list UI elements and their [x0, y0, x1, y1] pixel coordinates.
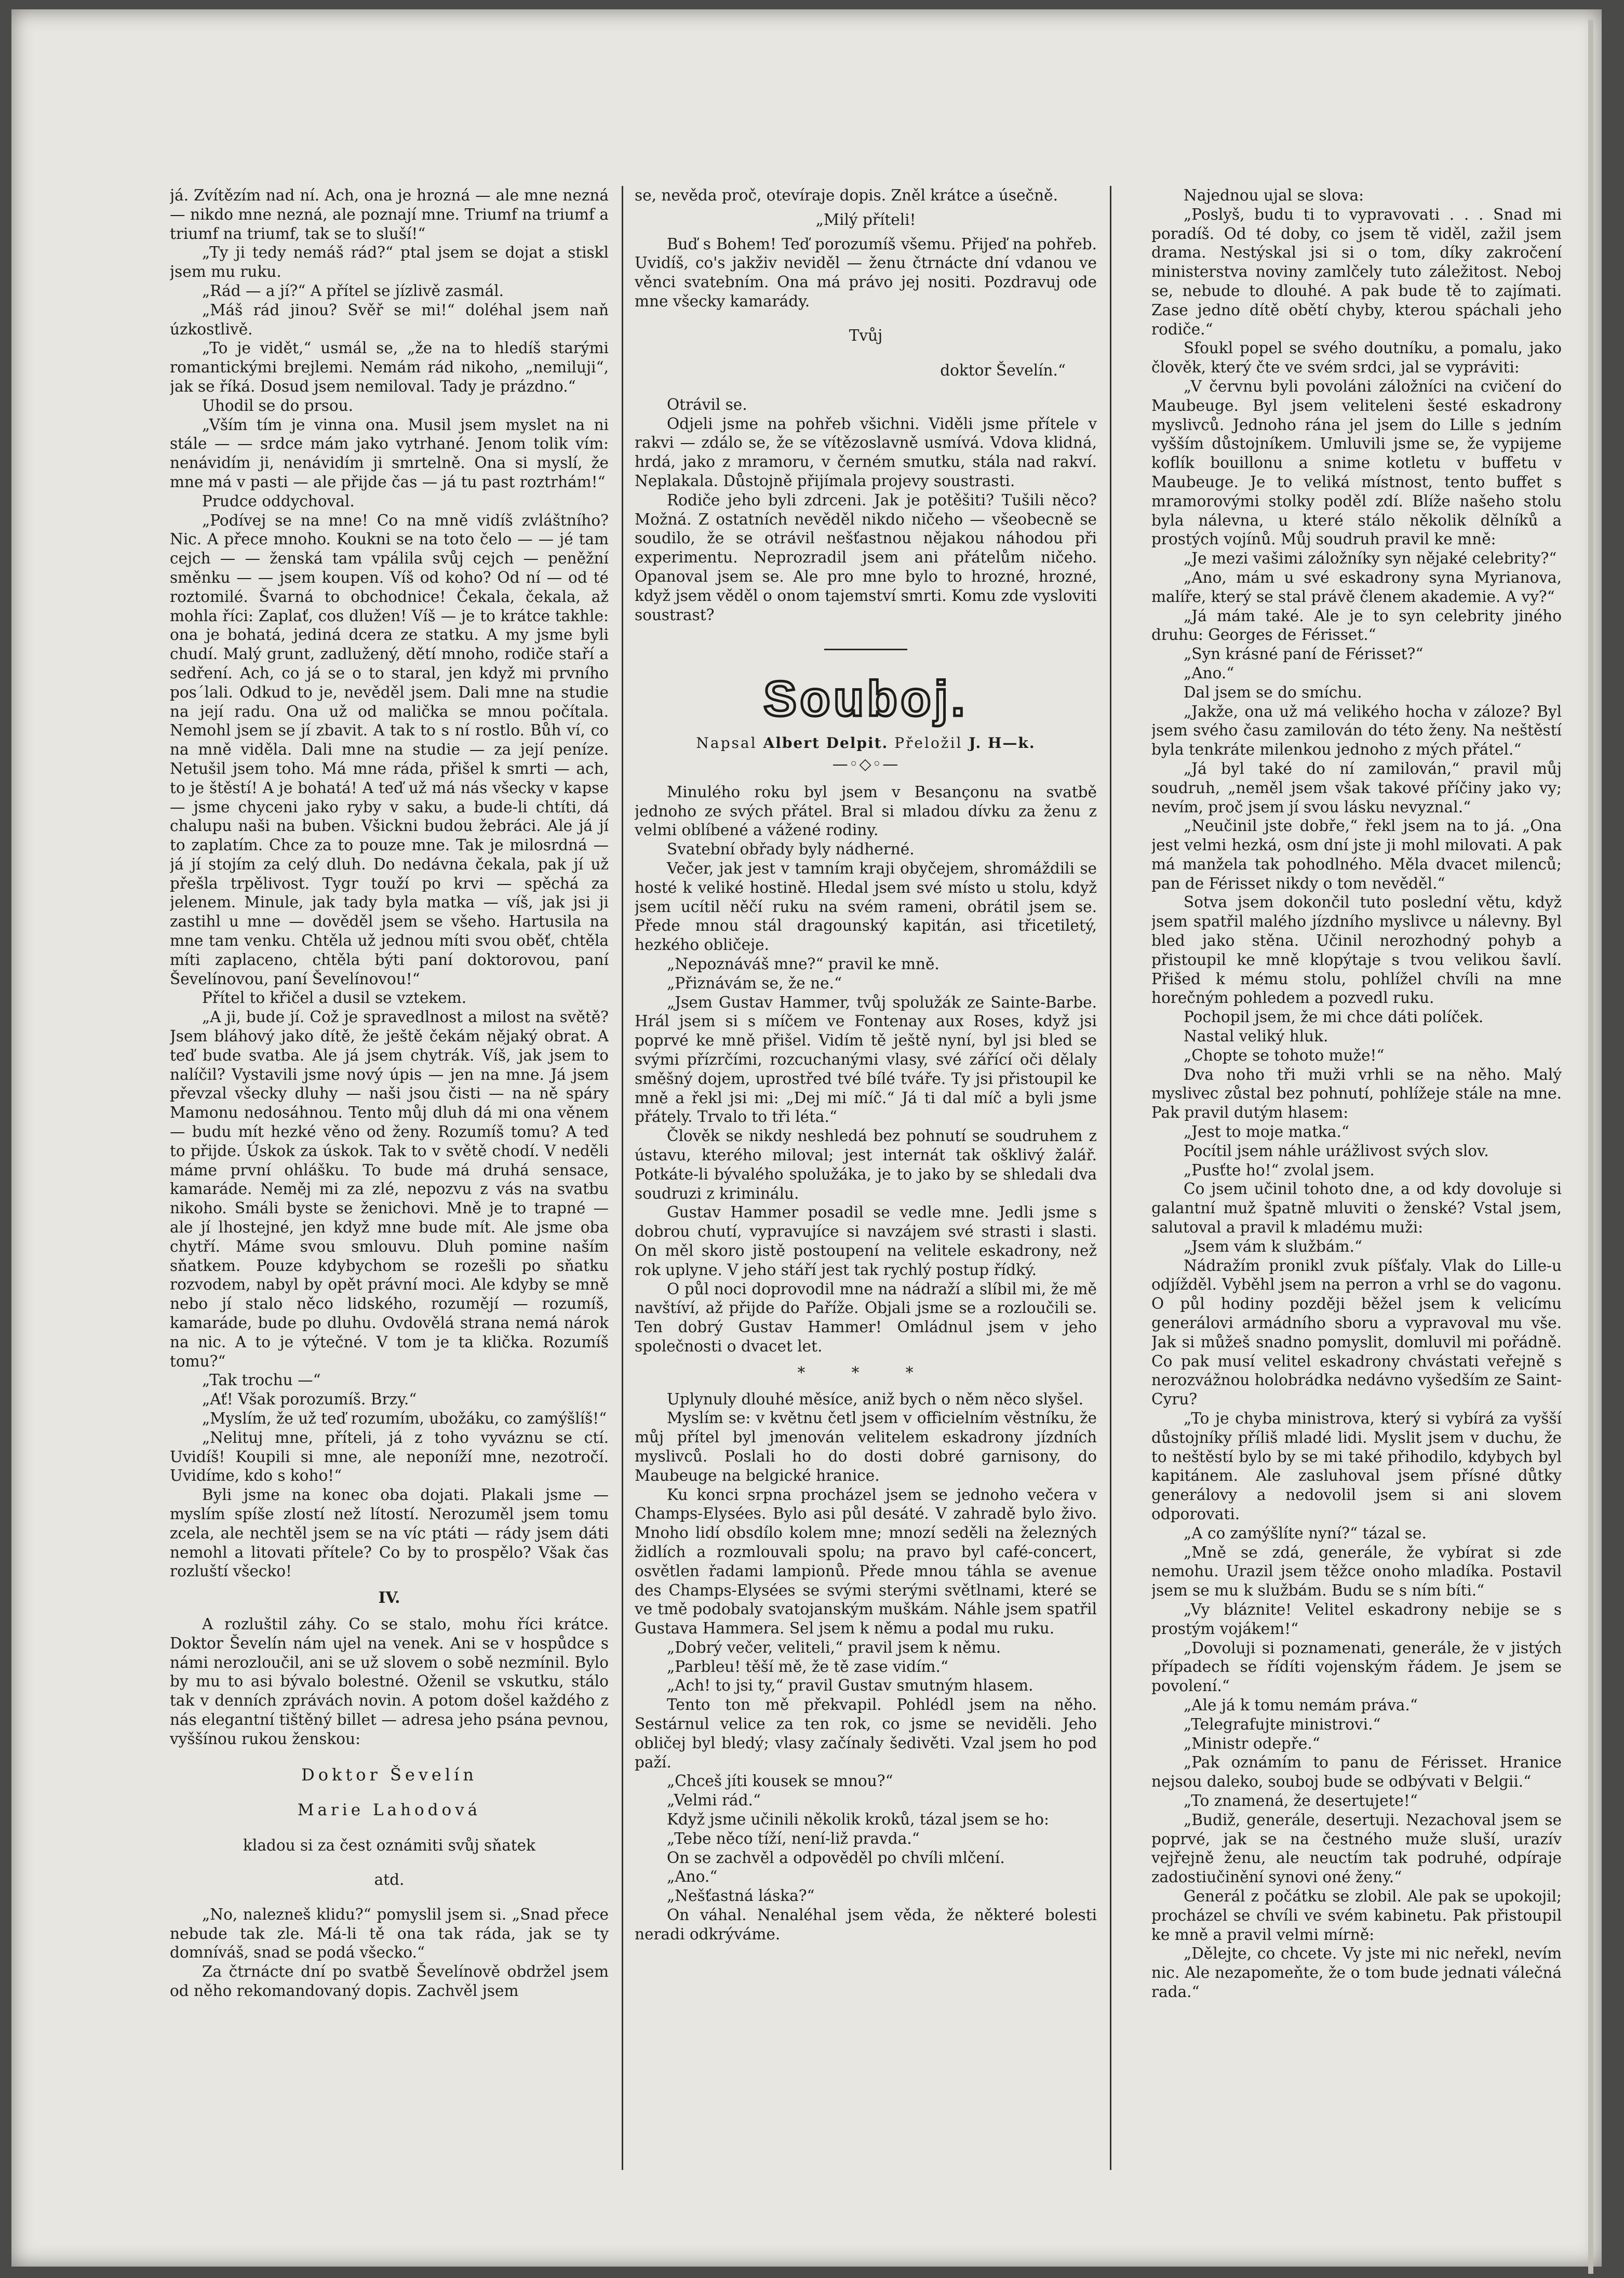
column-rule-2: [1110, 186, 1111, 2170]
paragraph: O půl noci doprovodil mne na nádraží a slíbil mi, že mě navštíví, až přijde do Paříže. Objali jsme se a rozloučili se. Ten dobrý Gustav Hammer! Omládnul jsem v jeho společnosti o dvacet let.: [635, 1280, 1097, 1355]
paragraph: „Máš rád jinou? Svěř se mi!“ doléhal jsem naň úzkostlivě.: [170, 301, 609, 338]
paragraph: „Syn krásné paní de Férisset?“: [1184, 645, 1424, 663]
letter-closing: Tvůj: [849, 327, 883, 345]
paragraph: „Jsem vám k službám.“: [1184, 1237, 1362, 1255]
letter-salutation: „Milý příteli!: [815, 210, 916, 229]
paragraph: „Ministr odepře.“: [1184, 1734, 1320, 1752]
paragraph: Gustav Hammer posadil se vedle mne. Jedli jsme s dobrou chutí, vypravujíce si navzájem své strasti i slasti. On měl skoro jistě postoupení na velitele eskadrony, než rok uplyne. V jeho stáří jest tak rychlý postup řídký.: [635, 1203, 1097, 1279]
paragraph: Pochopil jsem, že mi chce dáti políček.: [1184, 1008, 1484, 1026]
paragraph: Generál z počátku se zlobil. Ale pak se upokojil; procházel se chvíli ve svém kabinetu. Pak přistoupil ke mně a pravil velmi mírně:: [1151, 1887, 1562, 1944]
paragraph: „Jakže, ona už má velikého hocha v záloze? Byl jsem svého času zamilován do této ženy. Na neštěstí byla tenkráte milenkou jednoho z mých přátel.“: [1151, 702, 1562, 759]
byline: [635, 734, 1097, 753]
paragraph: Pocítil jsem náhle urážlivost svých slov.: [1184, 1142, 1489, 1160]
paragraph: „To je chyba ministrova, který si vybírá za vyšší důstojníky příliš mladé lidi. Myslit jsem v duchu, že to neštěstí bylo by se mi také přihodilo, kdybych byl kapitánem. Ale zasluhoval jsem přísné důtky generálovy a nedovolil jsem si ani slovem odporovati.: [1151, 1410, 1562, 1523]
announcement-line: kladou si za čest oznámiti svůj sňatek: [243, 1837, 535, 1855]
announcement-line: Marie Lahodová: [297, 1801, 481, 1820]
paragraph: „Mně se zdá, generále, že vybírat si zde nemohu. Urazil jsem těžce onoho mladíka. Postavil jsem se mu k službám. Budu se s ním bíti.“: [1151, 1543, 1562, 1600]
paragraph: „Rád — a jí?“ A přítel se jízlivě zasmál.: [202, 282, 504, 300]
section-numeral: IV.: [378, 1588, 400, 1607]
paragraph: „Tak trochu —“: [202, 1371, 321, 1389]
byline-mid: Přeložil: [894, 734, 963, 752]
paragraph: „Budiž, generále, desertuji. Nezachoval jsem se poprvé, jak se na čestného muže sluší, urazív vejřejně ženu, ale neuctím tak podruhé, odpíraje zadostiučinění synovi oné ženy.“: [1151, 1811, 1562, 1886]
paragraph: „A ji, bude jí. Což je spravedlnost a milost na světě? Jsem bláhový jako dítě, že ještě čekám nějaký obrat. A teď bude svatba. Ale já jsem chytrák. Víš, jak jsem to nalíčil? Vystavili jsme nový úpis — jen na mne. Já jsem převzal všecky dluhy — naši jsou čisti — na ně spáry Mamonu nedosáhnou. Tento můj dluh dá mi ona věnem — budu mít hezké věno od ženy. Rozumíš tomu? A teď to přijde. Úskok za úskok. Tak to v světě chodí. V neděli máme první ohlášku. To bude má druhá sensace, kamaráde. Neměj mi za zlé, nepozvu z vás na svatbu nikoho. Smáli byste se ženichovi. Mně je to trapné — ale jí lhostejné, jen když mne bude mít. Ale jsme oba chytří. Máme svou smlouvu. Dluh pomine naším sňatkem. Pouze kdybychom se rozešli po sňatku rozvodem, nabyl by opět právní moci. Ale kdyby se mně nebo jí stalo něco lidského, rozumějí — rozumíš, kamaráde, bude po dluhu. Ovdovělá strana nemá nárok na nic. A to je výtečné. V tom je ta klička. Rozumíš tomu?“: [170, 1008, 609, 1370]
paragraph: „Podívej se na mne! Co na mně vidíš zvláštního? Nic. A přece mnoho. Koukni se na toto čelo — — jé tam cejch — — ženská tam vpálila svůj cejch — peněžní směnku — — jsem koupen. Víš od koho? Od ní — od té roztomilé. Švarná to obchodnice! Čekala, čekala, až mohla říci: Zaplať, cos dlužen! Víš — je to krátce takhle: ona je bohatá, jediná dcera ze statku. A my jsme byli chudí. Malý grunt, zadlužený, dětí mnoho, rodiče staří a sedření. Ach, co já se o to staral, jen když mi prvního pos´lali. Odkud to je, nevěděl jsem. Dali mne na studie na její radu. Ona už od malička se mnou počítala. Nemohl jsem se jí zbavit. A tak to s ní rostlo. Bůh ví, co na mně viděla. Dali mne na studie — za její peníze. Netušil jsem toho. Má mne ráda, přišel k smrti — ach, to je štěstí! A je bohatá! A teď už má nás všecky v kapse — jsme chyceni jako ryby v saku, a bude-li chtíti, dá chalupu naši na buben. Všickni budou žebráci. Ale já jí to zaplatím. Chce za to pouze mne. Tak je milosrdná — já jí stojím za celý dluh. Do nedávna čekala, pak jí už přešla trpělivost. Tygr touží po krvi — spěchá za jelenem. Minule, jak tady byla matka — víš, jak jsi ji zastihl u mne — dověděl jsem se všeho. Hartusila na mne tam venku. Chtěla už jednou míti svou oběť, chtěla míti zaplaceno, chtěla býti paní doktorovou, paní Ševelínovou, paní Ševelínovou!“: [170, 511, 609, 988]
paragraph: „Já byl také do ní zamilován,“ pravil můj soudruh, „neměl jsem však takové příčiny jako vy; nevím, proč jsem jí svou lásku nevyznal.“: [1151, 759, 1562, 816]
paragraph: „To znamená, že desertujete!“: [1184, 1791, 1418, 1810]
paragraph: „Jest to moje matka.“: [1184, 1123, 1349, 1141]
paragraph: „Chopte se tohoto muže!“: [1184, 1046, 1385, 1064]
section-stars: * * *: [797, 1363, 934, 1382]
paragraph: Svatební obřady byly nádherné.: [667, 840, 915, 859]
paragraph: Dal jsem se do smíchu.: [1184, 683, 1362, 701]
paragraph: „Nelituj mne, příteli, já z toho vyváznu se ctí. Uvidíš! Koupili si mne, ale neponíží mne, nezotročí. Uvidíme, kdo s koho!“: [170, 1428, 609, 1485]
paragraph: „Pusťte ho!“ zvolal jsem.: [1184, 1161, 1375, 1179]
paragraph: Co jsem učinil tohoto dne, a od kdy dovoluje si galantní muž špatně mluviti o ženské? Vstal jsem, salutoval a pravil k mladému muži:: [1151, 1180, 1562, 1237]
paragraph: „Chceš jíti kousek se mnou?“: [667, 1772, 893, 1790]
story-title-text: Souboj.: [763, 672, 968, 727]
paragraph: „Ach! to jsi ty,“ pravil Gustav smutným hlasem.: [667, 1677, 1034, 1695]
story-title: [635, 672, 1097, 729]
paragraph: „Pak oznámím to panu de Férisset. Hranice nejsou daleko, souboj bude se odbývati v Belgii.“: [1151, 1753, 1562, 1791]
paragraph: Ku konci srpna procházel jsem se jednoho večera v Champs-Elysées. Bylo asi půl desáté. V zahradě bylo živo. Mnoho lidí obsdílo kolem mne; mnozí seděli na železných židlích a rozmlouvali spolu; na pravo byl café-concert, osvětlen řadami lampionů. Přede mnou táhla se avenue des Champs-Elysées se svými sterými světlnami, které se ve tmě podobaly svatojanským muškám. Náhle jsem spatřil Gustava Hammera. Sel jsem k němu a podal mu ruku.: [635, 1485, 1097, 1638]
paragraph: „Dělejte, co chcete. Vy jste mi nic neřekl, nevím nic. Ale nezapomeňte, že o tom bude jednati válečná rada.“: [1151, 1945, 1562, 2001]
column-2: [635, 186, 1097, 2243]
announcement-line: atd.: [374, 1871, 405, 1889]
paragraph: Když jsme učinili několik kroků, tázal jsem se ho:: [667, 1811, 1049, 1829]
section-divider: [635, 636, 1097, 655]
paragraph: Za čtrnácte dní po svatbě Ševelínově obdržel jsem od něho rekomandovaný dopis. Zachvěl jsem: [170, 1963, 609, 2000]
paragraph: Otrávil se.: [667, 395, 747, 413]
paragraph: Nastal veliký hluk.: [1184, 1027, 1328, 1046]
paragraph: Sfoukl popel se svého doutníku, a pomalu, jako člověk, který čte ve svém srdci, jal se vypráviti:: [1151, 339, 1562, 377]
paragraph: „Velmi rád.“: [667, 1791, 761, 1810]
author-name: Albert Delpit.: [763, 734, 889, 752]
page-edge: [1588, 20, 1593, 2274]
paragraph: „Dovoluji si poznamenati, generále, že v jistých případech se řídíti vojenským řádem. Je jsem se povolení.“: [1151, 1639, 1562, 1695]
paragraph: A rozluštil záhy. Co se stalo, mohu říci krátce. Doktor Ševelín nám ujel na venek. Ani se v hospůdce s námi nerozloučil, ani se už slovem o sobě nezmínil. Bylo by mu to asi bývalo bolestné. Oženil se vskutku, stálo tak v denních zprávách novin. A potom došel každého z nás elegantní tištěný billet — adresa jeho psána pevnou, vyššínou rukou ženskou:: [170, 1615, 609, 1748]
letter-body: Buď s Bohem! Teď porozumíš všemu. Přijeď na pohřeb. Uvidíš, co's jakživ neviděl — ženu čtrnácte dní vdanou ve věnci svatebním. Ona má právo jej nositi. Pozdravuj ode mne všecky kamarády.: [635, 235, 1097, 310]
paragraph: „Nepoznáváš mne?“ pravil ke mně.: [667, 955, 939, 973]
paragraph: „Jsem Gustav Hammer, tvůj spolužák ze Sainte-Barbe. Hrál jsem si s míčem ve Fontenay aux Roses, když jsi poprvé ke mně přišel. Vidím tě ještě nyní, byl jsi bled se svými přízrčími, rozcuchanými vlasy, své zářící oči dělaly směšný dojem, uprostřed tvé bílé tváře. Ty jsi přistoupil ke mně a řekl jsi mi: „Dej mi míč.“ Já ti dal míč a byli jsme přátely. Trvalo to tři léta.“: [635, 993, 1097, 1126]
paragraph: „Já mám také. Ale je to syn celebrity jiného druhu: Georges de Férisset.“: [1151, 607, 1562, 644]
paragraph: Prudce oddychoval.: [202, 492, 355, 510]
paragraph: Dva noho tři muži vrhli se na něho. Malý myslivec zůstal bez pohnutí, pohlížeje stále na mne. Pak pravil dutým hlasem:: [1151, 1065, 1562, 1122]
newspaper-page: [11, 9, 1602, 2267]
paragraph: Sotva jsem dokončil tuto poslední větu, když jsem spatřil malého jízdního myslivce u nálevny. Byl bled jako stěna. Učinil nerozhodný pohyb a přistoupil ke mně klopýtaje s tvou velikou šavlí. Přišed k mému stolu, pohlížel chvíli na mne horečným pohledem a pozvedl ruku.: [1151, 893, 1562, 1007]
paragraph: Minulého roku byl jsem v Besançonu na svatbě jednoho ze svých přátel. Bral si mladou dívku za ženu z velmi oblíbené a vážené rodiny.: [635, 783, 1097, 839]
column-3: [1151, 186, 1562, 2232]
paragraph: Nádražím pronikl zvuk píšťaly. Vlak do Lille-u odjížděl. Vyběhl jsem na perron a vrhl se do vagonu. O půl hodiny později běžel jsem k velicímu generálovi armádního sboru a vypravoval mu vše. Jak si můžeš snadno pomyslit, domluvil mi pořádně. Co pak musí velitel eskadrony chvástati veřejně s nerozvážnou holobrádka nedávno vyšedším ze Saint-Cyru?: [1151, 1256, 1562, 1409]
paragraph: „Poslyš, budu ti to vypravovati . . . Snad mi poradíš. Od té doby, co jsem tě viděl, zažil jsem drama. Nestýskal jsi si o tom, díky zakročení ministerstva noviny zamlčely tuto záležitost. Neboj se, nebude to dlouhé. A pak bude tě to zajímati. Zase jedno dítě obětí chyby, kterou spáchali jeho rodiče.“: [1151, 205, 1562, 338]
wedding-announcement: [170, 1765, 609, 1890]
paragraph: „Vším tím je vinna ona. Musil jsem myslet na ni stále — — srdce mám jako vytrhané. Jenom tolik vím: nenávidím ji, nenávidím ji smrtelně. Ona si myslí, že mne má v pasti — ale přijde čas — já tu past roztrhám!“: [170, 416, 609, 491]
paragraph: „Ale já k tomu nemám práva.“: [1184, 1696, 1418, 1714]
translator-name: J. H—k.: [969, 734, 1036, 752]
paragraph: „Tebe něco tíží, není-liž pravda.“: [667, 1829, 920, 1847]
paragraph: se, nevěda proč, otevíraje dopis. Zněl krátce a úsečně.: [635, 186, 1058, 204]
story-title-lettering: [679, 672, 1053, 729]
paragraph: „Parbleu! těší mě, že tě zase vidím.“: [667, 1657, 948, 1676]
paragraph: Přítel to křičel a dusil se vztekem.: [202, 989, 467, 1007]
paragraph: „Je mezi vašimi záložníky syn nějaké celebrity?“: [1184, 550, 1557, 568]
paragraph: „Dobrý večer, veliteli,“ pravil jsem k němu.: [667, 1638, 1001, 1656]
paragraph: Myslím se: v květnu četl jsem v officielním věstníku, že můj přítel byl jmenován velitelem eskadrony jízdních myslivců. Poslali ho do dosti dobré garnisony, do Maubeuge na belgické hranice.: [635, 1409, 1097, 1484]
announcement-line: Doktor Ševelín: [301, 1764, 477, 1785]
letter-signature: doktor Ševelín.“: [940, 361, 1066, 379]
paragraph: Večer, jak jest v tamním kraji obyčejem, shromáždili se hosté k veliké hostině. Hledal jsem své místo u stolu, když jsem ucítil něčí ruku na svém rameni, obrátil jsem se. Přede mnou stál dragounský kapitán, asi třicetiletý, hezkého obličeje.: [635, 860, 1097, 954]
paragraph: „V červnu byli povoláni záložníci na cvičení do Maubeuge. Byl jsem veliteleni šesté eskadrony myslivců. Jednoho rána jel jsem do Lille s jedním vyšším důstojníkem. Umluvili jsme se, že vypijeme koflík bouillonu a snime kotletu v buffetu v Maubeuge. Je to veliká místnost, tento buffet s mramorovými stolky poděl zdí. Blíže našeho stolu byla nálevna, u které stálo několik dělníků a prostých vojínů. Můj soudruh pravil ke mně:: [1151, 377, 1562, 548]
paragraph: Najednou ujal se slova:: [1184, 186, 1364, 204]
paragraph: Uplynuly dlouhé měsíce, aniž bych o něm něco slyšel.: [667, 1390, 1084, 1408]
paragraph: já. Zvítězím nad ní. Ach, ona je hrozná — ale mne nezná — nikdo mne nezná, ale poznají mne. Triumf na triumf a triumf na triumf, tak se to sluší!“: [170, 186, 609, 243]
paragraph: „No, nalezneš klidu?“ pomyslil jsem si. „Snad přece nebude tak zle. Má-li tě ona tak ráda, jak se ty domníváš, snad se podá všecko.“: [170, 1905, 609, 1962]
paragraph: On váhal. Nenaléhal jsem věda, že některé bolesti neradi odkrýváme.: [635, 1906, 1097, 1943]
paragraph: Odjeli jsme na pohřeb všichni. Viděli jsme přítele v rakvi — zdálo se, že se vítězoslavně usmívá. Vdova klidná, hrdá, jako z mramoru, v černém smutku, stála nad rakví. Neplakala. Důstojně přijímala projevy soustrasti.: [635, 414, 1097, 490]
paragraph: „Ano, mám u své eskadrony syna Myrianova, malíře, který se stal právě členem akademie. A vy?“: [1151, 568, 1562, 606]
ornament: —◦◇◦—: [832, 755, 900, 774]
paragraph: Uhodil se do prsou.: [202, 396, 354, 414]
column-1: [170, 186, 609, 2232]
paragraph: „A co zamýšlíte nyní?“ tázal se.: [1184, 1524, 1427, 1542]
paragraph: „Přiznávám se, že ne.“: [667, 974, 842, 992]
paragraph: „Telegrafujte ministrovi.“: [1184, 1715, 1381, 1733]
paragraph: „Neučinil jste dobře,“ řekl jsem na to já. „Ona jest velmi hezká, osm dní jste ji mohl milovati. A pak má manžela tak pohodlného. Měla dvacet milenců; pan de Férisset nikdy o tom nevěděl.“: [1151, 817, 1562, 892]
paragraph: Byli jsme na konec oba dojati. Plakali jsme — myslím spíše zlostí než lítostí. Nerozuměl jsem tomu zcela, ale nechtěl jsem se na víc ptáti — rády jsem dáti nemohl a litovati přítele? Co by to prospělo? Však čas rozluští všecko!: [170, 1486, 609, 1580]
paragraph: „Ano.“: [667, 1868, 718, 1886]
paragraph: „Vy bláznite! Velitel eskadrony nebije se s prostým vojákem!“: [1151, 1600, 1562, 1638]
column-rule-1: [622, 186, 623, 2170]
paragraph: Člověk se nikdy neshledá bez pohnutí se soudruhem z ústavu, kterého miloval; jest internát tak ošklivý žalář. Potkáte-li bývalého spolužáka, je to jako by se shledali dva soudruzi z kriminálu.: [635, 1127, 1097, 1202]
paragraph: Tento ton mě překvapil. Pohlédl jsem na něho. Sestárnul velice za ten rok, co jsme se neviděli. Jeho obličej byl bledý; vlasy začínaly šedivěti. Vzal jsem ho pod paží.: [635, 1696, 1097, 1771]
paragraph: Rodiče jeho byli zdrceni. Jak je potěšiti? Tušili něco? Možná. Z ostatních nevěděl nikdo ničeho — všeobecně se soudilo, že se otrávil nešťastnou nějakou náhodou při experimentu. Neprozradil jsem ani přátelům ničeho. Opanoval jsem se. Ale pro mne bylo to hrozné, hrozné, když jsem věděl o onom tajemství smrti. Komu zde vysloviti soustrast?: [635, 491, 1097, 624]
paragraph: „Myslím, že už teď rozumím, ubožáku, co zamýšlíš!“: [202, 1410, 607, 1427]
paragraph: „Ať! Však porozumíš. Brzy.“: [202, 1390, 417, 1409]
paragraph: „Ty ji tedy nemáš rád?“ ptal jsem se dojat a stiskl jsem mu ruku.: [170, 244, 609, 281]
byline-prefix: Napsal: [696, 734, 757, 752]
paragraph: „Nešťastná láska?“: [667, 1887, 815, 1905]
paragraph: On se zachvěl a odpověděl po chvíli mlčení.: [667, 1848, 1005, 1867]
paragraph: „To je vidět,“ usmál se, „že na to hledíš starými romantickými brejlemi. Nemám rád nikoho, „nemiluji“, jak se říká. Dosud jsem nemiloval. Tady je prázdno.“: [170, 339, 609, 395]
paragraph: „Ano.“: [1184, 664, 1234, 682]
